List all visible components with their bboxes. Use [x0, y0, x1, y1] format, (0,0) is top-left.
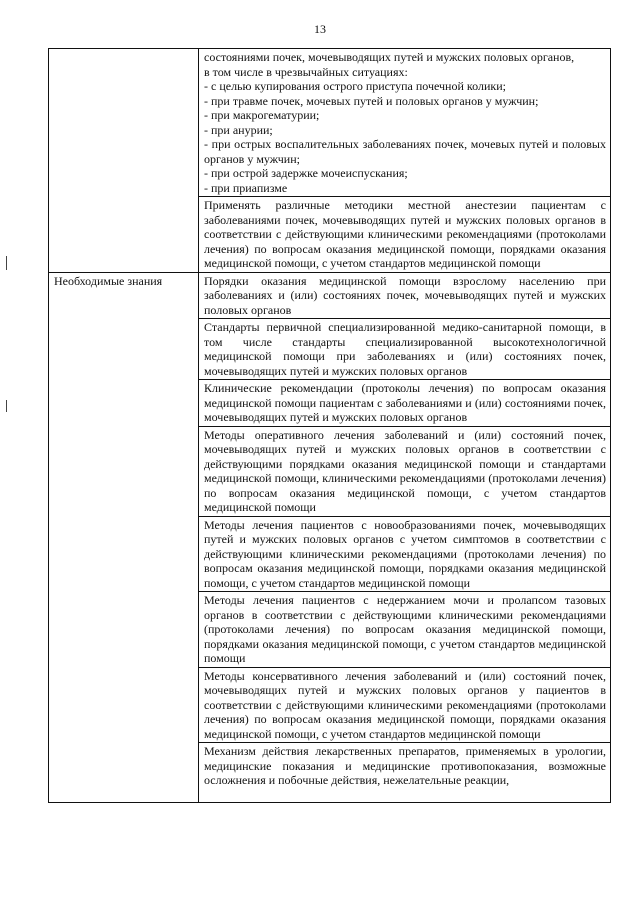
row-label — [49, 49, 199, 273]
content-line: - при травме почек, мочевых путей и половых органов у мужчин; — [204, 93, 539, 108]
content-line: - с целью купирования острого приступа почечной колики; — [204, 79, 506, 93]
page-number: 13 — [314, 22, 326, 36]
margin-mark — [6, 256, 7, 270]
margin-mark — [6, 400, 7, 412]
row-content — [199, 743, 611, 803]
competency-table — [48, 48, 611, 803]
row-content-text: Механизм действия лекарственных препаратов, применяемых в урологии, медицинские показания и медицинские противопоказания, возможные осложнения и побочные действия, нежелательные реакции, — [204, 744, 606, 787]
content-line: - при острой задержке мочеиспускания; — [204, 166, 408, 180]
content-line: - при макрогематурии; — [204, 108, 320, 122]
content-line: в том числе в чрезвычайных ситуациях: — [204, 64, 408, 79]
content-line: - при приапизме — [204, 180, 288, 195]
content-line: состояниями почек, мочевыводящих путей и мужских половых органов, — [204, 50, 575, 64]
row-content: Порядки оказания медицинской помощи взрослому населению при заболеваниях и (или) состояниях почек, мочевыводящих путей и мужских половых органов — [199, 272, 611, 319]
row-content — [199, 49, 611, 197]
row-content: Методы консервативного лечения заболеваний и (или) состояний почек, мочевыводящих путей и мужских половых органов у пациентов в соответствии с действующими клиническими рекомендациями (протоколами лечения) по вопросам оказания медицинской помощи, порядками оказания медицинской помощи, с учетом стандартов медицинской помощи — [199, 667, 611, 743]
row-content: Стандарты первичной специализированной медико-санитарной помощи, в том числе стандарты специализированной высокотехнологичной медицинской помощи при заболеваниях и (или) состояниях почек, мочевыводящих путей и мужских половых органов — [199, 319, 611, 380]
row-content: Применять различные методики местной анестезии пациентам с заболеваниями почек, мочевыводящих путей и мужских половых органов в соответствии с действующими клиническими рекомендациями (протоколами лечения) по вопросам оказания медицинской помощи, порядками оказания медицинской помощи, с учетом стандартов медицинской помощи — [199, 197, 611, 273]
row-content: Методы лечения пациентов с новообразованиями почек, мочевыводящих путей и мужских половых органов с учетом симптомов в соответствии с действующими клиническими рекомендациями (протоколами лечения) по вопросам оказания медицинской помощи, порядками оказания медицинской помощи, с учетом стандартов медицинской помощи — [199, 516, 611, 592]
row-content: Методы лечения пациентов с недержанием мочи и пролапсом тазовых органов в соответствии с действующими клиническими рекомендациями (протоколами лечения) по вопросам оказания медицинской помощи, порядками оказания медицинской помощи, с учетом стандартов медицинской помощи — [199, 592, 611, 668]
content-line: - при острых воспалительных заболеваниях почек, мочевых путей и половых органов у мужчин; — [204, 137, 606, 166]
table-row — [49, 49, 611, 197]
row-label: Необходимые знания — [49, 272, 199, 803]
row-content: Клинические рекомендации (протоколы лечения) по вопросам оказания медицинской помощи пациентам с заболеваниями и (или) состояниями почек, мочевыводящих путей и мужских половых органов — [199, 380, 611, 427]
table-row — [49, 272, 611, 319]
row-content: Методы оперативного лечения заболеваний и (или) состояний почек, мочевыводящих путей и мужских половых органов в соответствии с действующими порядками оказания медицинской помощи и стандартами медицинской помощи, клиническими рекомендациями (протоколами лечения) по вопросам оказания медицинской помощи, с учетом стандартов медицинской помощи — [199, 426, 611, 516]
content-line: - при анурии; — [204, 122, 273, 137]
